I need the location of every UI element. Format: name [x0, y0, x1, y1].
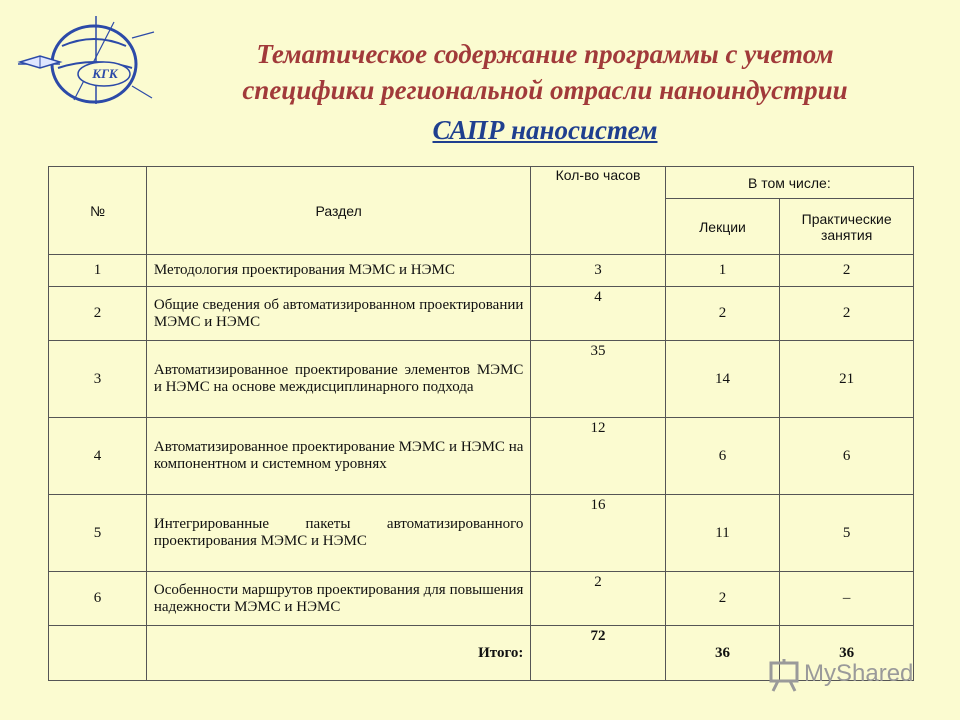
page-subtitle: САПР наносистем	[432, 115, 658, 145]
row-practice: 2	[780, 255, 914, 287]
program-table	[48, 166, 914, 681]
header-hours: Кол-во часов	[531, 167, 665, 255]
total-practice: 36	[780, 626, 914, 681]
header-num: №	[49, 167, 147, 255]
row-practice: –	[780, 572, 914, 626]
row-lectures: 6	[665, 418, 780, 495]
header-practice: Практические занятия	[780, 199, 914, 255]
table-row	[49, 572, 914, 626]
logo-label: КГК	[92, 66, 118, 81]
watermark	[768, 656, 928, 696]
row-hours: 16	[531, 495, 665, 572]
row-num: 6	[49, 572, 147, 626]
table-row	[49, 341, 914, 418]
row-practice: 2	[780, 287, 914, 341]
row-num: 2	[49, 287, 147, 341]
row-lectures: 14	[665, 341, 780, 418]
row-practice: 6	[780, 418, 914, 495]
row-hours: 3	[531, 255, 665, 287]
row-hours: 35	[531, 341, 665, 418]
row-num: 1	[49, 255, 147, 287]
row-section: Особенности маршрутов проектирования для повышения надежности МЭМС и НЭМС	[146, 572, 531, 626]
presentation-board-icon	[768, 658, 800, 692]
row-hours: 4	[531, 287, 665, 341]
title-line-2: специфики региональной отрасли наноиндустрии	[242, 75, 848, 105]
row-lectures: 11	[665, 495, 780, 572]
row-section: Методология проектирования МЭМС и НЭМС	[146, 255, 531, 287]
table-row	[49, 255, 914, 287]
row-lectures: 1	[665, 255, 780, 287]
title-line-1: Тематическое содержание программы с учетом	[256, 39, 834, 69]
header-lectures: Лекции	[665, 199, 780, 255]
page-title	[150, 36, 940, 108]
row-practice: 5	[780, 495, 914, 572]
watermark-text: MyShared	[804, 660, 914, 687]
header-including: В том числе:	[665, 167, 913, 199]
total-lectures: 36	[665, 626, 780, 681]
total-num-empty	[49, 626, 147, 681]
row-practice: 21	[780, 341, 914, 418]
table-row	[49, 287, 914, 341]
table-row	[49, 418, 914, 495]
header-section: Раздел	[146, 167, 531, 255]
total-hours: 72	[531, 626, 665, 681]
total-label: Итого:	[146, 626, 531, 681]
row-lectures: 2	[665, 287, 780, 341]
table-row	[49, 495, 914, 572]
row-num: 5	[49, 495, 147, 572]
row-lectures: 2	[665, 572, 780, 626]
row-hours: 2	[531, 572, 665, 626]
row-num: 3	[49, 341, 147, 418]
row-section: Автоматизированное проектирование МЭМС и НЭМС на компонентном и системном уровнях	[146, 418, 531, 495]
row-section: Интегрированные пакеты автоматизированного проектирования МЭМС и НЭМС	[146, 495, 531, 572]
row-section: Автоматизированное проектирование элементов МЭМС и НЭМС на основе междисциплинарного подхода	[146, 341, 531, 418]
book-globe-logo-icon	[14, 12, 164, 108]
row-num: 4	[49, 418, 147, 495]
row-hours: 12	[531, 418, 665, 495]
row-section: Общие сведения об автоматизированном проектировании МЭМС и НЭМС	[146, 287, 531, 341]
